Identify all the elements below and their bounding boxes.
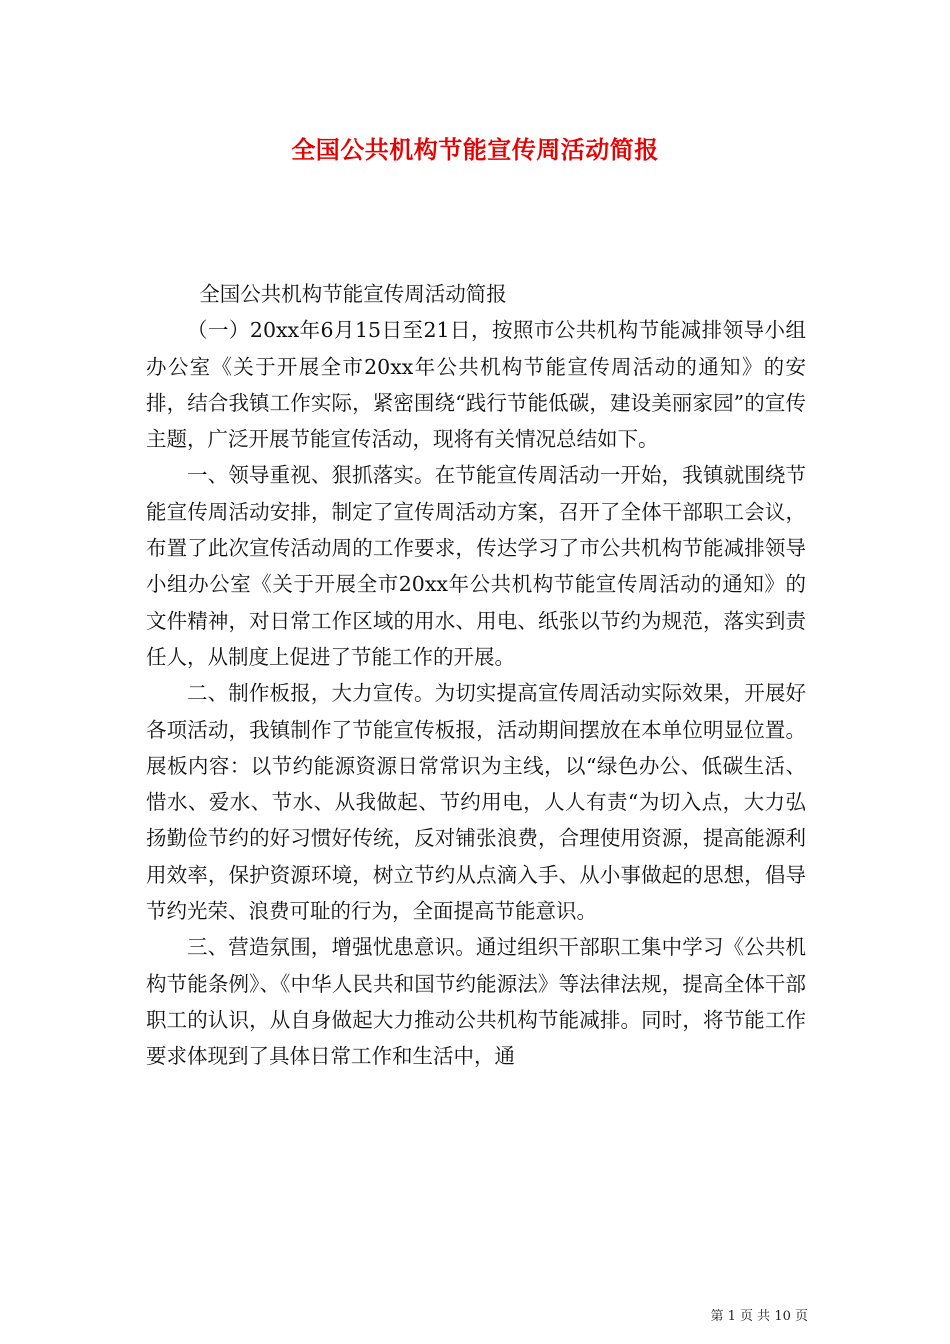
paragraph-section-1: 一、领导重视、狠抓落实。在节能宣传周活动一开始，我镇就围绕节能宣传周活动安排，制定了宣传周活动方案，召开了全体干部职工会议，布置了此次宣传活动周的工作要求，传达学习了市公共机构节能减排领导小组办公室《关于开展全市20xx年公共机构节能宣传周活动的通知》的文件精神，对日常工作区域的用水、用电、纸张以节约为规范，落实到责任人，从制度上促进了节能工作的开展。 [146,463,806,669]
page-number: 第 1 页 共 10 页 [710,1309,808,1324]
paragraph-section-3: 三、营造氛围，增强忧患意识。通过组织干部职工集中学习《公共机构节能条例》、《中华人民共和国节约能源法》等法律法规，提高全体干部职工的认识，从自身做起大力推动公共机构节能减排。同时，将节能工作要求体现到了具体日常工作和生活中，通 [146,935,806,1069]
paragraph-section-2: 二、制作板报，大力宣传。为切实提高宣传周活动实际效果，开展好各项活动，我镇制作了节能宣传板报，活动期间摆放在本单位明显位置。展板内容：以节约能源资源日常常识为主线，以“绿色办公、低碳生活、惜水、爱水、节水、从我做起、节约用电，人人有责“为切入点，大力弘扬勤俭节约的好习惯好传统，反对铺张浪费，合理使用资源，提高能源利用效率，保护资源环境，树立节约从点滴入手、从小事做起的思想，倡导节约光荣、浪费可耻的行为，全面提高节能意识。 [146,681,806,924]
paragraph-intro: （一）20xx年6月15日至21日，按照市公共机构节能减排领导小组办公室《关于开展全市20xx年公共机构节能宣传周活动的通知》的安排，结合我镇工作实际，紧密围绕“践行节能低碳，建设美丽家园”的宣传主题，广泛开展节能宣传活动，现将有关情况总结如下。 [146,318,806,452]
body-subtitle: 全国公共机构节能宣传周活动简报 [199,282,507,306]
document-body [146,276,806,1075]
document-title: 全国公共机构节能宣传周活动简报 [291,135,659,164]
